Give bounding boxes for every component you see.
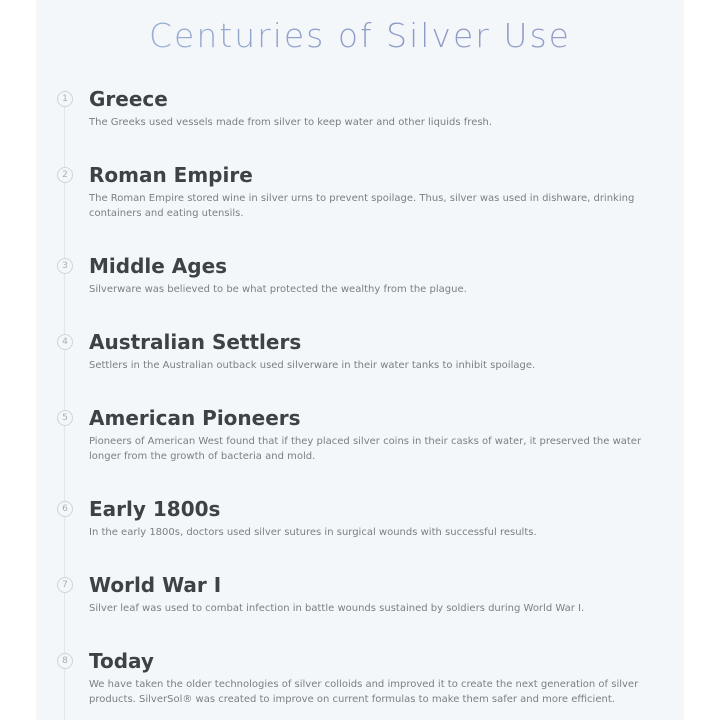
timeline-description: Silverware was believed to be what protected the wealthy from the plague. (89, 284, 467, 295)
timeline-description: The Roman Empire stored wine in silver urns to prevent spoilage. Thus, silver was used in dishware, drinking containers and eating utensils. (89, 193, 635, 219)
step-number-badge: 5 (57, 410, 73, 426)
timeline-description: We have taken the older technologies of silver colloids and improved it to create the next generation of silver products. SilverSol® was created to improve on current formulas to make them safer and more efficient. (89, 679, 639, 705)
timeline-heading: Early 1800s (89, 497, 221, 521)
step-number-badge: 3 (57, 258, 73, 274)
timeline-heading: World War I (89, 573, 222, 597)
timeline-panel (36, 0, 684, 720)
timeline-heading: American Pioneers (89, 406, 301, 430)
step-number-badge: 1 (57, 91, 73, 107)
timeline-heading: Middle Ages (89, 254, 228, 278)
timeline-heading: Greece (89, 87, 168, 111)
timeline-description: The Greeks used vessels made from silver to keep water and other liquids fresh. (89, 117, 493, 128)
step-number-badge: 8 (57, 653, 73, 669)
timeline-description: Pioneers of American West found that if they placed silver coins in their casks of water, it preserved the water longer from the growth of bacteria and mold. (89, 436, 642, 462)
step-number-badge: 6 (57, 501, 73, 517)
timeline-heading: Today (89, 649, 154, 673)
step-number-badge: 7 (57, 577, 73, 593)
timeline-description: Silver leaf was used to combat infection in battle wounds sustained by soldiers during World War I. (89, 603, 585, 614)
timeline-description: In the early 1800s, doctors used silver sutures in surgical wounds with successful results. (89, 527, 537, 538)
page-title: Centuries of Silver Use (36, 16, 684, 55)
step-number-badge: 4 (57, 334, 73, 350)
timeline-heading: Roman Empire (89, 163, 253, 187)
timeline-heading: Australian Settlers (89, 330, 302, 354)
timeline-description: Settlers in the Australian outback used silverware in their water tanks to inhibit spoilage. (89, 360, 536, 371)
step-number-badge: 2 (57, 167, 73, 183)
timeline-line (64, 90, 65, 720)
